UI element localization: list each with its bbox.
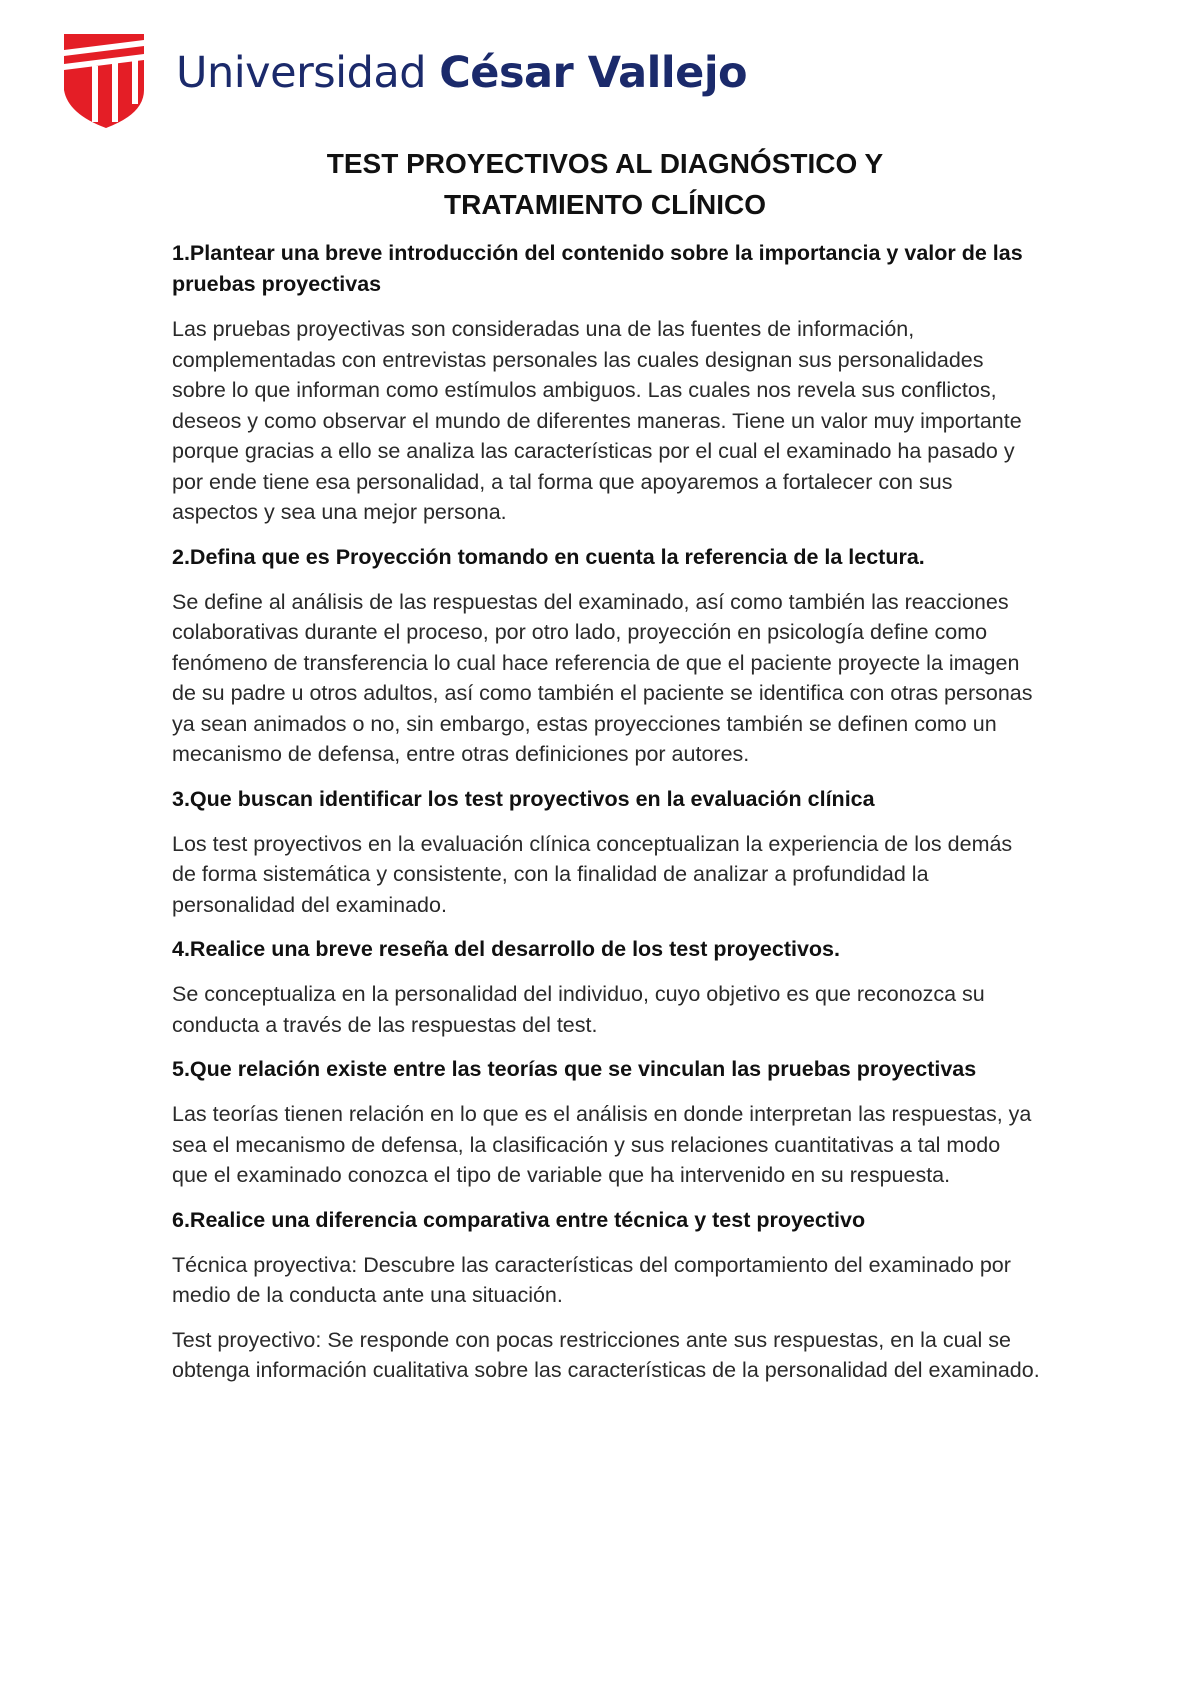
answer-paragraph: Los test proyectivos en la evaluación clínica conceptualizan la experiencia de los demás de forma sistemática y consistente, con la finalidad de analizar a profundidad la personalidad del examinado. (172, 831, 1013, 917)
wordmark-light: Universidad (176, 47, 440, 98)
answer-paragraph: Se conceptualiza en la personalidad del individuo, cuyo objetivo es que reconozca su conducta a través de las respuestas del test. (172, 982, 985, 1037)
answer-paragraph: Técnica proyectiva: Descubre las características del comportamiento del examinado por medio de la conducta ante una situación. (172, 1252, 1011, 1307)
section-3 (172, 784, 1040, 921)
answer-paragraph: Las pruebas proyectivas son consideradas una de las fuentes de información, complementadas con entrevistas personales las cuales designan sus personalidades sobre lo que informan como estímulos ambiguos. Las cuales nos revela sus conflictos, deseos y como observar el mundo de diferentes maneras. Tiene un valor muy importante porque gracias a ello se analiza las características por el cual el examinado ha pasado y por ende tiene esa personalidad, a tal forma que apoyaremos a fortalecer con sus aspectos y sea una mejor persona. (172, 317, 1022, 524)
title-line-2: TRATAMIENTO CLÍNICO (444, 189, 766, 220)
university-shield-logo (62, 30, 146, 130)
answer-paragraph: Las teorías tienen relación en lo que es el análisis en donde interpretan las respuestas, ya sea el mecanismo de defensa, la clasificación y sus relaciones cuantitativas a tal modo que el examinado conozca el tipo de variable que ha intervenido en su respuesta. (172, 1102, 1032, 1187)
answer-paragraph: Test proyectivo: Se responde con pocas restricciones ante sus respuestas, en la cual se obtenga información cualitativa sobre las características de la personalidad del examinado. (172, 1327, 1040, 1382)
document-body (172, 238, 1040, 1400)
question-heading: 3.Que buscan identificar los test proyectivos en la evaluación clínica (172, 786, 875, 811)
title-line-1: TEST PROYECTIVOS AL DIAGNÓSTICO Y (326, 148, 884, 179)
wordmark-bold: César Vallejo (439, 47, 748, 98)
document-title (170, 143, 1040, 225)
question-heading: 5.Que relación existe entre las teorías que se vinculan las pruebas proyectivas (172, 1057, 977, 1081)
question-heading: 6.Realice una diferencia comparativa entre técnica y test proyectivo (172, 1207, 866, 1232)
question-heading: 1.Plantear una breve introducción del contenido sobre la importancia y valor de las pruebas proyectivas (172, 241, 1023, 296)
question-heading: 4.Realice una breve reseña del desarrollo de los test proyectivos. (172, 937, 840, 961)
answer-paragraph: Se define al análisis de las respuestas del examinado, así como también las reacciones colaborativas durante el proceso, por otro lado, proyección en psicología define como fenómeno de transferencia lo cual hace referencia de que el paciente proyecte la imagen de su padre u otros adultos, así como también el paciente se identifica con otras personas ya sean animados o no, sin embargo, estas proyecciones también se definen como un mecanismo de defensa, entre otras definiciones por autores. (172, 589, 1033, 766)
section-2 (172, 542, 1040, 770)
section-4 (172, 934, 1040, 1040)
section-6 (172, 1205, 1040, 1386)
section-1 (172, 238, 1040, 528)
section-5 (172, 1054, 1040, 1191)
university-header (62, 30, 747, 130)
university-wordmark (176, 47, 748, 98)
question-heading: 2.Defina que es Proyección tomando en cuenta la referencia de la lectura. (172, 544, 925, 569)
